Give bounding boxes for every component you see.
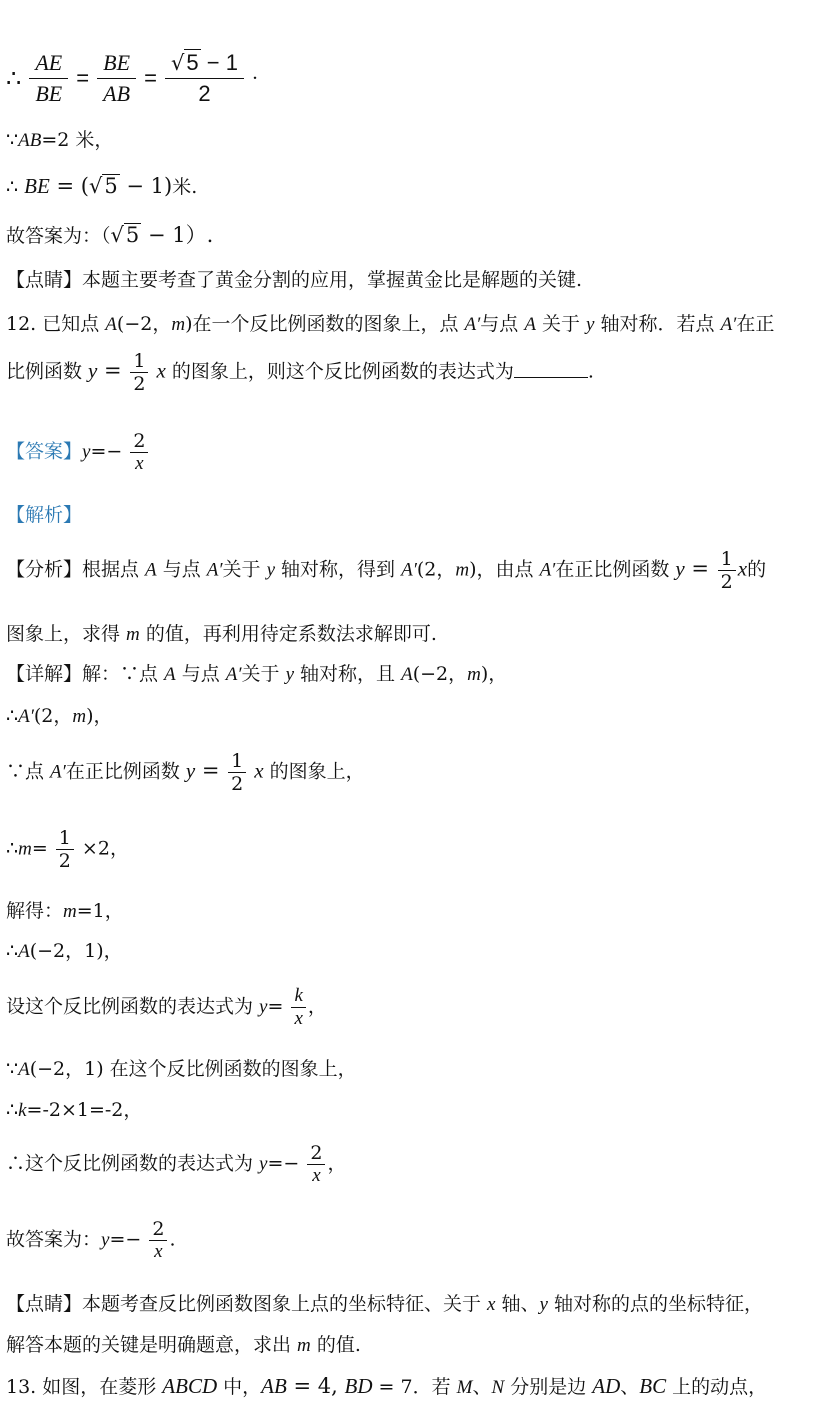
text: 的值. <box>310 1334 361 1356</box>
question-12-line-1 <box>6 312 774 337</box>
var: x <box>487 1294 496 1315</box>
text: 与点 <box>175 663 226 685</box>
text: 设这个反比例函数的表达式为 <box>6 995 260 1018</box>
text: 解答本题的关键是明确题意，求出 <box>6 1334 298 1356</box>
radicand: 5 <box>104 174 118 198</box>
var-ab: AB <box>18 130 42 151</box>
var: m <box>72 706 87 727</box>
var: A <box>524 314 536 335</box>
numerator: 2 <box>307 1142 325 1165</box>
var: y <box>285 664 294 685</box>
radical-icon: √ <box>88 174 103 198</box>
text: = <box>684 556 716 581</box>
denominator: 2 <box>58 850 71 872</box>
answer-line-11 <box>6 223 213 248</box>
equals-sign: = <box>76 65 90 91</box>
xiangjie-line-8 <box>6 1057 357 1082</box>
text: 的值，再利用待定系数法求解即可. <box>139 623 437 645</box>
numerator: BE <box>97 48 136 79</box>
unit: 米. <box>172 176 198 198</box>
var: A <box>18 941 30 962</box>
be-result-line <box>6 174 197 199</box>
text: 【分析】根据点 <box>6 558 146 581</box>
answer-tag: 【答案】 <box>6 440 83 463</box>
text: ∴ <box>6 940 19 962</box>
radicand: 5 <box>125 223 140 247</box>
dianjing-line-2 <box>6 1333 361 1358</box>
text: )， <box>86 705 113 727</box>
answer-blank <box>514 361 588 378</box>
var: A′ <box>720 314 737 335</box>
text: − 1）. <box>141 223 214 247</box>
fraction-k-over-x <box>291 985 305 1030</box>
var: y <box>185 758 196 783</box>
numerator: 1 <box>56 827 74 850</box>
var: A <box>164 664 176 685</box>
analysis-tag: 【解析】 <box>6 504 83 526</box>
text: (2， <box>33 705 73 727</box>
text: = 7．若 <box>372 1376 457 1398</box>
xiangjie-line-6 <box>6 939 123 964</box>
var: m <box>467 664 481 685</box>
var: AD <box>592 1374 621 1398</box>
question-12-line-2 <box>6 350 594 395</box>
text: − 1) <box>119 174 173 198</box>
analysis-tag-line <box>6 503 82 527</box>
text: 【点睛】本题主要考查了黄金分割的应用，掌握黄金比是解题的关键. <box>6 269 583 291</box>
fraction-one-half <box>56 827 74 872</box>
numerator: AE <box>29 48 68 79</box>
text: 12. 已知点 <box>6 313 106 335</box>
fenxi-line-2 <box>6 622 437 647</box>
text: 分别是边 <box>504 1376 593 1398</box>
period: · <box>252 67 259 90</box>
text: )， <box>480 663 508 685</box>
comment-line-11 <box>6 268 582 292</box>
numerator: 1 <box>718 548 736 571</box>
var: A <box>105 314 117 335</box>
var: m <box>63 901 77 922</box>
therefore-symbol: ∴ <box>6 64 22 93</box>
text: 轴对称．若点 <box>594 313 721 335</box>
text: (−2，1)， <box>29 940 123 962</box>
text: = 4, <box>286 1374 345 1398</box>
numerator: 1 <box>228 750 246 773</box>
var-be: BE <box>24 174 50 198</box>
numerator: k <box>291 985 305 1008</box>
text: =− <box>109 1228 142 1251</box>
text: 在正 <box>736 313 775 335</box>
numerator: 2 <box>130 430 148 453</box>
text: ∴ <box>6 837 19 860</box>
var: m <box>18 838 32 860</box>
xiangjie-line-7 <box>6 985 327 1030</box>
text: 与点 <box>480 313 525 335</box>
var: A′ <box>206 559 223 581</box>
text: 上的动点， <box>666 1376 768 1398</box>
given-ab-line <box>6 128 113 153</box>
denominator: BE <box>35 81 63 106</box>
numerator: 2 <box>149 1218 167 1241</box>
var: x <box>737 556 748 581</box>
fenxi-line-1 <box>6 548 766 593</box>
because-symbol: ∵ <box>6 129 19 151</box>
minus-one: − 1 <box>206 50 238 75</box>
text: 的 <box>747 558 767 581</box>
text: 解得： <box>6 900 64 922</box>
xiangjie-line-9 <box>6 1098 142 1123</box>
text: = <box>31 837 48 860</box>
text: 在正比例函数 <box>555 558 676 581</box>
radical-icon: √ <box>110 223 124 247</box>
var: y <box>101 1229 110 1251</box>
var: AB <box>261 1374 287 1398</box>
denominator: x <box>294 1008 303 1029</box>
xiangjie-line-2 <box>6 704 113 729</box>
text: 【点睛】本题考查反比例函数图象上点的坐标特征、关于 <box>6 1293 488 1315</box>
text: (−2， <box>412 663 468 685</box>
fraction-golden-ratio <box>165 48 244 109</box>
denominator: x <box>154 1241 163 1262</box>
text: 中， <box>217 1376 262 1398</box>
denominator: 2 <box>133 373 146 395</box>
text: 关于 <box>241 663 286 685</box>
var: N <box>491 1377 505 1398</box>
text: 与点 <box>156 558 207 581</box>
numerator: 1 <box>130 350 148 373</box>
text: = <box>97 358 129 383</box>
text: )在一个反比例函数的图象上，点 <box>185 313 465 335</box>
text: )，由点 <box>469 558 540 581</box>
var: BD <box>344 1374 373 1398</box>
text: ∴ <box>6 705 19 727</box>
text: ×2， <box>75 837 129 860</box>
text: (2， <box>416 558 456 581</box>
text: 的图象上， <box>263 760 365 783</box>
text: =2 米， <box>41 129 114 151</box>
var: y <box>88 358 98 383</box>
text: 轴对称的点的坐标特征， <box>547 1293 764 1315</box>
var: M <box>456 1377 473 1398</box>
numerator <box>165 48 244 79</box>
text: 图象上，求得 <box>6 623 127 645</box>
var: m <box>171 314 186 335</box>
var: y <box>259 1153 268 1175</box>
text: = <box>267 995 284 1018</box>
denominator: x <box>312 1165 321 1186</box>
text: 关于 <box>535 313 587 335</box>
dianjing-line-1 <box>6 1292 763 1317</box>
var: A′ <box>50 761 66 783</box>
text: 比例函数 <box>6 360 89 383</box>
text: (−2， <box>116 313 172 335</box>
radical-icon: √ <box>171 51 185 75</box>
fraction-minus-two-over-x <box>149 1218 167 1263</box>
fraction-one-half <box>228 750 246 795</box>
var: A′ <box>401 559 417 581</box>
var: A <box>145 559 157 581</box>
var: A′ <box>464 314 481 335</box>
xiangjie-line-11 <box>6 1218 175 1263</box>
denominator: 2 <box>720 571 733 593</box>
text: ∵ <box>6 1058 19 1080</box>
fraction-minus-two-over-x <box>130 430 148 475</box>
text: =1， <box>76 900 124 922</box>
var: y <box>586 314 595 335</box>
text: 、 <box>620 1376 640 1398</box>
denominator: x <box>135 453 144 474</box>
text: 、 <box>472 1376 492 1398</box>
text: 故答案为： <box>6 1228 102 1251</box>
var: A <box>18 1059 30 1080</box>
text: 的图象上，则这个反比例函数的表达式为 <box>165 360 514 383</box>
xiangjie-line-10 <box>6 1142 346 1187</box>
var: ABCD <box>162 1374 218 1398</box>
text: =− <box>267 1152 300 1175</box>
text: 【详解】解：∵点 <box>6 663 165 685</box>
text: 关于 <box>222 558 267 581</box>
therefore-symbol: ∴ <box>6 176 19 198</box>
fraction-one-half <box>130 350 148 395</box>
text: (−2，1) 在这个反比例函数的图象上， <box>29 1058 357 1080</box>
text: 轴对称，得到 <box>275 558 402 581</box>
text: =-2×1=-2， <box>26 1099 143 1121</box>
fraction-one-half <box>718 548 736 593</box>
text: ∴这个反比例函数的表达式为 <box>6 1152 260 1175</box>
var: BC <box>639 1374 667 1398</box>
var: y <box>259 996 268 1018</box>
var: k <box>18 1100 27 1121</box>
radicand: 5 <box>186 50 199 75</box>
var: A′ <box>539 559 556 581</box>
text: 13. 如图，在菱形 <box>6 1376 163 1398</box>
xiangjie-line-4 <box>6 827 129 872</box>
text: =− <box>90 440 123 463</box>
golden-ratio-equation <box>6 48 258 109</box>
denominator: AB <box>103 81 131 106</box>
text: = ( <box>49 174 89 198</box>
text: . <box>169 1228 176 1251</box>
var: m <box>455 559 470 581</box>
var: y <box>539 1294 548 1315</box>
var: m <box>297 1335 311 1356</box>
text: 在正比例函数 <box>65 760 186 783</box>
xiangjie-line-5 <box>6 899 124 924</box>
equals-sign: = <box>144 65 157 91</box>
text: ∴ <box>6 1099 19 1121</box>
denominator: 2 <box>198 81 211 106</box>
fraction-be-ab <box>97 48 136 109</box>
xiangjie-line-1 <box>6 662 507 687</box>
var: A′ <box>225 664 242 685</box>
var: A <box>401 664 413 685</box>
text: ， <box>327 1152 347 1175</box>
text: = <box>195 758 227 783</box>
answer-line-12 <box>6 430 150 475</box>
var: y <box>82 441 91 463</box>
text: 轴、 <box>495 1293 540 1315</box>
var: y <box>266 559 275 581</box>
fraction-minus-two-over-x <box>307 1142 325 1187</box>
var: y <box>675 556 685 581</box>
xiangjie-line-3 <box>6 750 365 795</box>
var: x <box>254 758 264 783</box>
denominator: 2 <box>231 773 244 795</box>
text: ∵点 <box>6 760 51 783</box>
text: 故答案为：（ <box>6 225 111 247</box>
var: A′ <box>18 706 34 727</box>
var: m <box>126 624 140 645</box>
text: 轴对称，且 <box>294 663 402 685</box>
question-13-line-1 <box>6 1374 767 1400</box>
text: . <box>587 360 594 383</box>
fraction-ae-be <box>29 48 68 109</box>
text: ， <box>307 995 327 1018</box>
var: x <box>156 358 166 383</box>
